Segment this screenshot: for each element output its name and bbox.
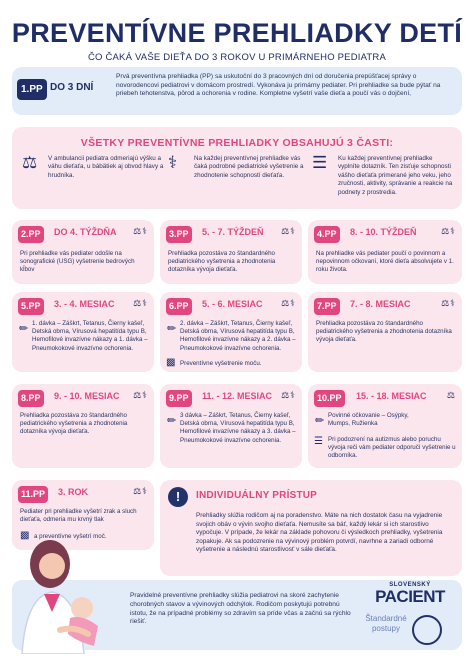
card-pp1 (12, 67, 462, 115)
questionnaire-icon: ☰ (312, 153, 328, 172)
syringe-icon: ✏ (19, 323, 29, 335)
card-title: 15. - 18. MESIAC (356, 391, 427, 401)
card-pp9 (160, 384, 302, 468)
page-subtitle: ČO ČAKÁ VAŠE DIEŤA DO 3 ROKOV U PRIMÁRNEHO PEDIATRA (87, 52, 387, 63)
syringe-icon: ✏ (167, 323, 177, 335)
syringe-icon: ✏ (167, 415, 177, 427)
exam-icons: ⚖⚕ (133, 298, 148, 308)
exam-icons: ⚖ (446, 390, 456, 400)
individual-title: INDIVIDUÁLNY PRÍSTUP (196, 490, 318, 501)
part-text: Na každej preventívnej prehliadke vás čaká podrobné pediatrické vyšetrenie a zhodnotenie schopností dieťaťa. (194, 155, 304, 179)
card-title: 8. - 10. TÝŽDEŇ (350, 227, 417, 237)
badge-pp10: 10.PP (314, 390, 345, 407)
card-pp6 (160, 292, 302, 372)
card-title: 5. - 7. TÝŽDEŇ (202, 227, 264, 237)
individual-text: Prehliadky slúžia rodičom aj na poradenstvo. Máte na nich dostatok času na vyjadrenie svojich obáv o vývin svojho dieťaťa. Nemusíte sa báť, každý lekár si ich starostlivo vypočuje. V prípade, že lekár na základe pohovoru či výsledkoch prehliadky, vyšetrenia zopakuje. Ak sa podozrenie na vývinový problém potvrdí, navrhne a zariadi odborné vyšetrenie a následnú starostlivosť v sále dieťaťa. (196, 512, 443, 554)
standardne-postupy-logo (362, 612, 442, 652)
part-text: Ku každej preventívnej prehliadke vyplníte dotazník. Ten zisťuje schopnosti vášho dieťaťa primerané jeho veku, jeho zručnosti, aktivity, správanie a reakcie na podnety z prostredia. (338, 155, 453, 196)
badge-pp5: 5.PP (18, 298, 44, 315)
badge-pp6: 6.PP (166, 298, 192, 315)
card-pp2 (12, 220, 154, 284)
footer-text: Pravidelné preventívne prehliadky slúžia pediatrovi na skoré zachytenie chorobných stavov a vývinových odchýlok. Rodičom poskytujú potrebnú istotu, že na prípadné problémy so zdravím sa príde včas a začnú sa rýchlo riešiť. (130, 592, 351, 626)
individual-approach (160, 480, 462, 576)
card-pp7 (308, 292, 462, 372)
exam-icons: ⚖⚕ (281, 298, 296, 308)
slovensky-pacient-logo (362, 582, 458, 605)
baby-scale-icon: ⚖ (22, 153, 38, 172)
logo-top-text: SLOVENSKÝ (389, 582, 431, 588)
exam-icons: ⚖⚕ (441, 226, 456, 236)
badge-pp4: 4.PP (314, 226, 340, 243)
card-text: 2. dávka – Záškrt, Tetanus, Čierny kašeľ, Detská obrna, Vírusová hepatitída typu B, Hemofilové invazívne nákazy a 2. dávka – Pneumokokové invazívne ochorenia. (180, 320, 296, 352)
logo-sub-text: Štandardné postupy (365, 614, 407, 633)
card-text: Pediater pri prehliadke vyšetrí zrak a sluch dieťaťa, odmeria mu krvný tlak (20, 508, 137, 524)
badge-pp8: 8.PP (18, 390, 44, 407)
card-pp3 (160, 220, 302, 284)
exam-icons: ⚖⚕ (281, 226, 296, 236)
card-text: Povinné očkovanie – Osýpky, Mumps, Ružienka (328, 412, 409, 428)
logo-main-text: PACIENT (375, 587, 445, 606)
logo-ring-icon (412, 615, 442, 645)
card-pp10 (308, 384, 462, 468)
card-title: 9. - 10. MESIAC (54, 391, 120, 401)
card-text: Na prehliadke vás pediater poučí o povinnom a nepovinnom očkovaní, ktoré dieťa absolvujete v 1. roku života. (316, 250, 454, 274)
badge-pp11: 11.PP (18, 486, 48, 503)
parts-heading: VŠETKY PREVENTÍVNE PREHLIADKY OBSAHUJÚ 3 ČASTI: (80, 137, 394, 149)
card-title: 7. - 8. MESIAC (350, 299, 411, 309)
badge-pp1: 1.PP (17, 79, 47, 100)
card-text: 1. dávka – Záškrt, Tetanus, Čierny kašeľ, Detská obrna, Vírusová hepatitída typu B, Hemofilové invazívne nákazy a 1. dávka – Pneumokokové invazívne ochorenia. (32, 320, 148, 352)
card-title: DO 4. TÝŽDŇA (54, 227, 117, 237)
syringe-icon: ✏ (315, 415, 325, 427)
stethoscope-icon: ⚕ (168, 153, 178, 172)
card-note: a preventívne vyšetrí moč. (34, 533, 107, 540)
badge-pp9: 9.PP (166, 390, 192, 407)
badge-pp2: 2.PP (18, 226, 44, 243)
urine-test-icon: ▩ (20, 530, 30, 541)
card-text: Prehliadka pozostáva zo štandardného pediatrického vyšetrenia a zhodnotenia dotazníka vývoja dieťaťa. (316, 320, 452, 344)
page-title: PREVENTÍVNE PREHLIADKY DETÍ (11, 18, 463, 48)
card-pp4 (308, 220, 462, 284)
part-text: V ambulancii pediatra odmeriajú výšku a váhu dieťaťa, u bábätiek aj obvod hlavy a hrudníka. (48, 155, 164, 179)
pp1-label: DO 3 DNÍ (50, 82, 94, 93)
exam-icons: ⚖⚕ (133, 486, 148, 496)
card-text: 3 dávka – Záškrt, Tetanus, Čierny kašeľ, Detská obrna, Vírusová hepatitída typu B, Hemofilové invazívne nákazy a 3. dávka – Pneumokokové invazívne ochorenia. (180, 412, 296, 444)
exam-icons: ⚖⚕ (281, 390, 296, 400)
card-title: 5. - 6. MESIAC (202, 299, 263, 309)
badge-pp3: 3.PP (166, 226, 192, 243)
card-title: 3. - 4. MESIAC (54, 299, 115, 309)
parts-section (12, 127, 462, 209)
pp1-text: Prvá preventívna prehliadka (PP) sa uskutoční do 3 pracovných dní od doručenia prepúšťacej správy o novorodencovi pediatrovi v domácom prostredí. Vykonáva ju primárny pediater. Pri prehliadke sa bude pýtať na priebeh tehotenstva, pôrod a ochorenia v rodine. Kompletne vyšetrí vaše dieťa a poučí vás o dojčení, (116, 73, 441, 98)
card-pp8 (12, 384, 154, 468)
card-note: Preventívne vyšetrenie moču. (180, 360, 262, 367)
card-note: Pri podozrení na autizmus alebo poruchu vývoja reči vám pediater odporučí vyšetrenie u odborníka. (328, 436, 456, 460)
exam-icons: ⚖⚕ (133, 390, 148, 400)
urine-test-icon: ▩ (166, 357, 176, 368)
card-text: Pri prehliadke vás pediater odošle na sonografické (USG) vyšetrenie bedrových kĺbov (20, 250, 135, 274)
exclamation-icon: ! (168, 487, 188, 507)
card-text: Prehliadka pozostáva zo štandardného pediatrického vyšetrenia a zhodnotenia dotazníka vývoja dieťaťa. (168, 250, 276, 274)
card-pp5 (12, 292, 154, 372)
exam-icons: ⚖⚕ (441, 298, 456, 308)
exam-icons: ⚖⚕ (133, 226, 148, 236)
card-title: 11. - 12. MESIAC (202, 391, 273, 401)
card-title: 3. ROK (58, 487, 89, 497)
card-text: Prehliadka pozostáva zo štandardného pediatrického vyšetrenia a zhodnotenia dotazníka vývoja dieťaťa. (20, 412, 128, 436)
badge-pp7: 7.PP (314, 298, 340, 315)
checklist-icon: ☰ (314, 436, 323, 447)
doctor-with-child-illustration (8, 534, 113, 654)
